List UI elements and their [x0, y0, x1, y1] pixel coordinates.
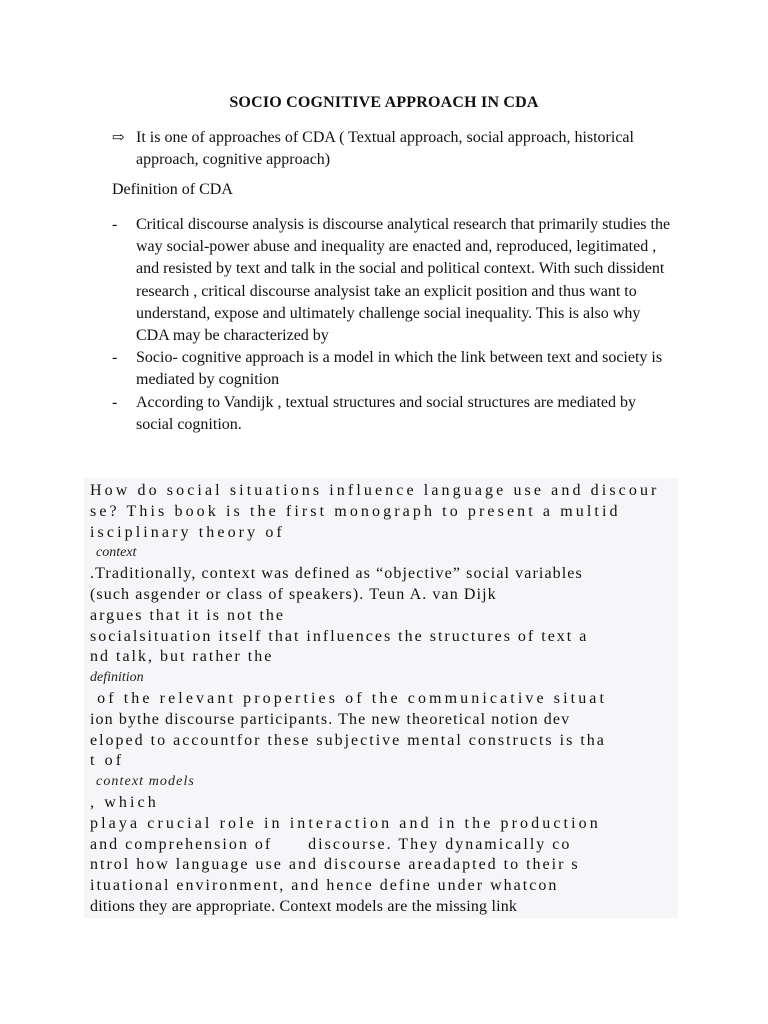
- excerpt-line: , which: [90, 793, 159, 811]
- arrow-right-outline-icon: ⇨: [112, 130, 125, 146]
- excerpt-line: isciplinary theory of: [90, 523, 285, 541]
- dash-list: [112, 214, 672, 436]
- dash-bullet: -: [112, 349, 118, 367]
- excerpt-line: ion bythe discourse participants. The new theoretical notion dev: [90, 710, 571, 728]
- excerpt-italic-term: definition: [90, 670, 144, 686]
- page-title: SOCIO COGNITIVE APPROACH IN CDA: [229, 94, 539, 111]
- excerpt-line: socialsituation itself that influences the structures of text a: [90, 627, 589, 645]
- list-item-text: Critical discourse analysis is discourse analytical research that primarily studies the way social-power abuse and inequality are enacted and, reproduced, legitimated , and resisted by text and talk in the social and political context. With such dissident research , critical discourse analysist take an explicit position and thus want to understand, expose and ultimately challenge social inequality. This is also why CDA may be characterized by: [136, 216, 671, 345]
- excerpt-italic-term: context models: [96, 774, 195, 790]
- excerpt-line: and comprehension of discourse. They dynamically co: [90, 835, 572, 853]
- list-item-text: Socio- cognitive approach is a model in which the link between text and society is mediated by cognition: [136, 349, 663, 389]
- excerpt-line: eloped to accountfor these subjective mental constructs is tha: [90, 731, 606, 749]
- excerpt-line: t of: [90, 752, 125, 770]
- excerpt-text: [90, 481, 680, 918]
- excerpt-line: (such asgender or class of speakers). Teun A. van Dijk: [90, 585, 497, 603]
- definition-heading: Definition of CDA: [112, 181, 233, 198]
- excerpt-line: ntrol how language use and discourse areadapted to their s: [90, 856, 580, 874]
- excerpt-block: [84, 478, 678, 918]
- dash-bullet: -: [112, 216, 118, 233]
- intro-bullet: [112, 127, 672, 171]
- excerpt-line: of the relevant properties of the communicative situat: [90, 689, 608, 707]
- excerpt-line: argues that it is not the: [90, 606, 286, 624]
- list-item-text: According to Vandijk , textual structures and social structures are mediated by social cognition.: [136, 393, 636, 433]
- list-item: [112, 392, 672, 436]
- intro-bullet-text: It is one of approaches of CDA ( Textual approach, social approach, historical approach, cognitive approach): [136, 129, 634, 168]
- excerpt-line: .Traditionally, context was defined as “objective” social variables: [90, 565, 583, 583]
- excerpt-line: ituational environment, and hence define under whatcon: [90, 877, 559, 895]
- excerpt-line: ditions they are appropriate. Context models are the missing link: [90, 897, 518, 915]
- excerpt-line: nd talk, but rather the: [90, 648, 274, 666]
- list-item: [112, 214, 672, 347]
- excerpt-italic-term: context: [96, 545, 137, 561]
- excerpt-line: How do social situations influence language use and discour: [90, 482, 660, 499]
- excerpt-line: se? This book is the first monograph to present a multid: [90, 502, 621, 520]
- dash-bullet: -: [112, 393, 118, 411]
- excerpt-line: playa crucial role in interaction and in the production: [90, 814, 601, 832]
- list-item: [112, 347, 672, 391]
